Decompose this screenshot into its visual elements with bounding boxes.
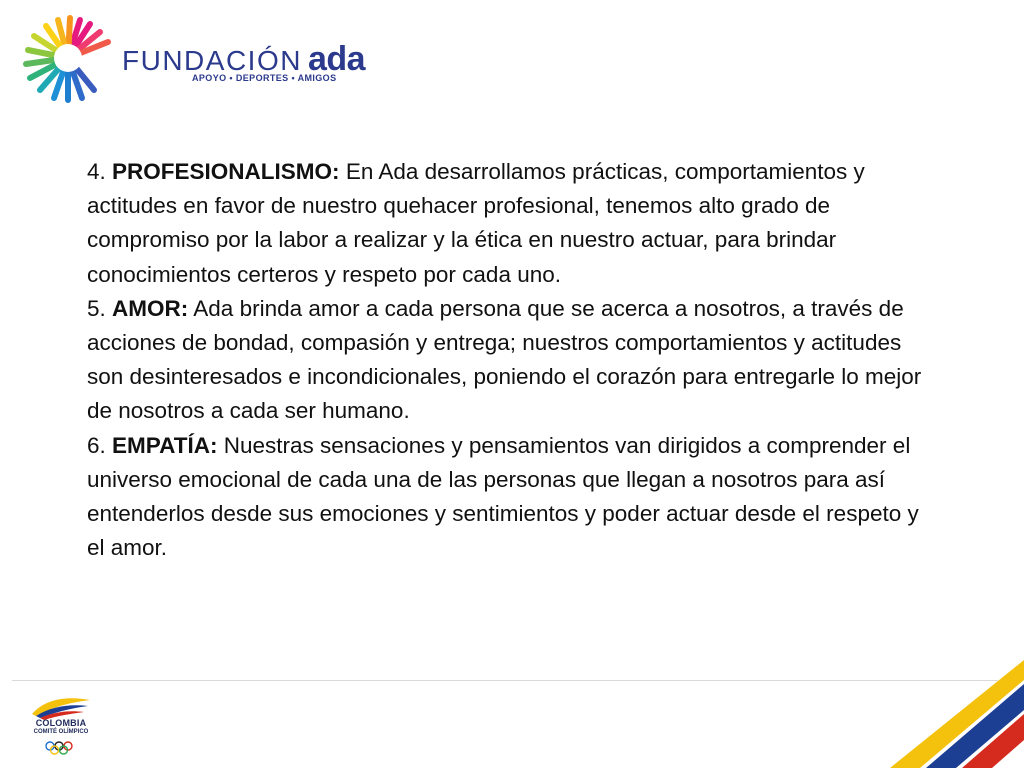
value-paragraph-5 xyxy=(87,292,932,429)
values-text-block xyxy=(87,155,932,565)
value-number: 4. xyxy=(87,159,106,184)
olympic-rings-icon xyxy=(46,742,72,754)
logo-name: FUNDACIÓN xyxy=(122,45,302,76)
value-paragraph-4 xyxy=(87,155,932,292)
value-title: PROFESIONALISMO: xyxy=(112,159,340,184)
committee-subtitle: COMITÉ OLÍMPICO xyxy=(33,729,89,735)
logo-tagline: APOYO • DEPORTES • AMIGOS xyxy=(192,73,337,83)
value-title: AMOR: xyxy=(112,295,189,321)
value-paragraph-6 xyxy=(87,429,932,566)
value-text: Ada brinda amor a cada persona que se acerca a nosotros, a través de acciones de bondad, compasión y entrega; nuestros comportamientos y actitudes son desinteresados e incondicionales, poniendo el corazón para entregarle lo mejor de nosotros a cada ser humano. xyxy=(87,295,922,424)
committee-name: COLOMBIA xyxy=(35,718,87,728)
value-number: 6. xyxy=(87,432,106,458)
flag-stripes-icon xyxy=(880,640,1024,768)
footer-divider xyxy=(12,680,998,681)
value-text: Nuestras sensaciones y pensamientos van dirigidos a comprender el universo emocional de cada una de las personas que llegan a nosotros para así entenderlos desde sus emociones y sentimientos y poder actuar desde el respeto y el amor. xyxy=(87,432,919,561)
logo-brand: ada xyxy=(307,40,366,78)
radiating-burst-icon xyxy=(22,14,118,104)
fundacion-ada-logo xyxy=(22,14,422,104)
value-text: En Ada desarrollamos prácticas, comportamientos y actitudes en favor de nuestro quehacer profesional, tenemos alto grado de compromiso por la labor a realizar y la ética en nuestro actuar, para brindar conocimientos certeros y respeto por cada uno. xyxy=(87,159,865,287)
value-number: 5. xyxy=(87,295,106,321)
value-title: EMPATÍA: xyxy=(112,432,218,458)
